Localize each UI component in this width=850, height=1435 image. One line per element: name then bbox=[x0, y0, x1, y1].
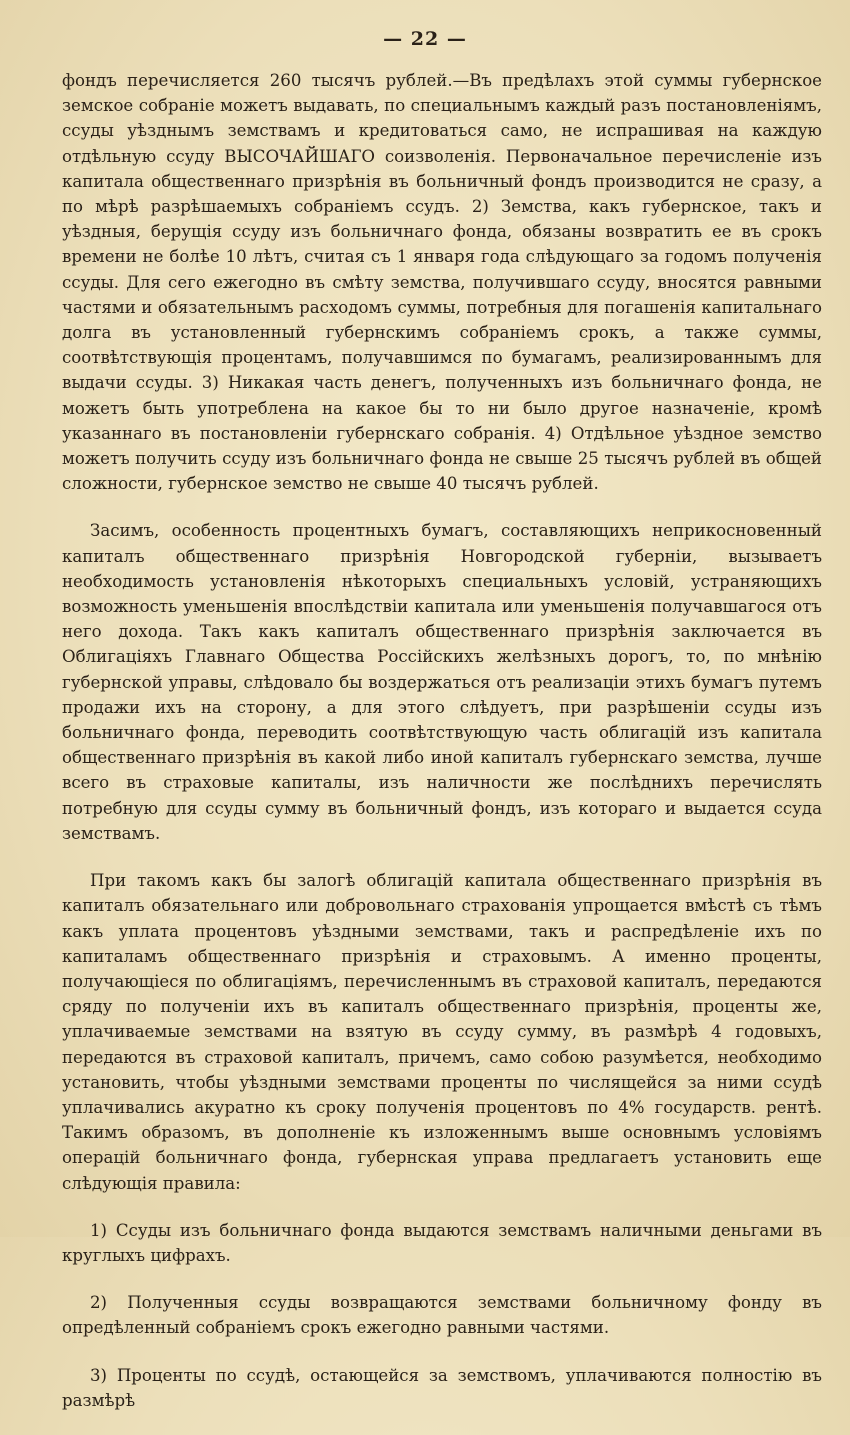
page-number: — 22 — bbox=[383, 28, 467, 50]
rule-item: 1) Ссуды изъ больничнаго фонда выдаются земствамъ наличными деньгами въ круглыхъ цифрахъ. bbox=[62, 1220, 822, 1265]
paragraph: При такомъ какъ бы залогѣ облигацій капитала общественнаго призрѣнія въ капиталъ обязательнаго или добровольнаго страхованія упрощается вмѣстѣ съ тѣмъ какъ уплата процентовъ уѣздными земствами, такъ и распредѣленіе ихъ по капиталамъ общественнаго призрѣнія и страховымъ. А именно проценты, получающіеся по облигаціямъ, перечисленнымъ въ страховой капиталъ, передаются сряду по полученіи ихъ въ капиталъ общественнаго призрѣнія, проценты же, уплачиваемые земствами на взятую въ ссуду сумму, въ размѣрѣ 4 годовыхъ, передаются въ страховой капиталъ, причемъ, само собою разумѣется, необходимо установить, чтобы уѣздными земствами проценты по числящейся за ними ссудѣ уплачивались акуратно къ сроку полученія процентовъ по 4% государств. рентѣ. Такимъ образомъ, въ дополненіе къ изложеннымъ выше основнымъ условіямъ операцій больничнаго фонда, губернская управа предлагаетъ установить еще слѣдующія правила: bbox=[62, 871, 822, 1193]
rule-item: 2) Полученныя ссуды возвращаются земствами больничному фонду въ опредѣленный собраніемъ срокъ ежегодно равными частями. bbox=[62, 1293, 822, 1338]
rule-item: 3) Проценты по ссудѣ, остающейся за земствомъ, уплачиваются полностію въ размѣрѣ bbox=[62, 1365, 822, 1410]
body-text bbox=[62, 68, 822, 1435]
paragraph: Засимъ, особенность процентныхъ бумагъ, составляющихъ неприкосновенный капиталъ общественнаго призрѣнія Новгородской губерніи, вызываетъ необходимость установленія нѣкоторыхъ специальныхъ условій, устраняющихъ возможность уменьшенія впослѣдствіи капитала или уменьшенія получавшагося отъ него дохода. Такъ какъ капиталъ общественнаго призрѣнія заключается въ Облигаціяхъ Главнаго Общества Россійскихъ желѣзныхъ дорогъ, то, по мнѣнію губернской управы, слѣдовало бы воздержаться отъ реализаціи этихъ бумагъ путемъ продажи ихъ на сторону, а для этого слѣдуетъ, при разрѣшеніи ссуды изъ больничнаго фонда, переводить соотвѣтствующую часть облигацій изъ капитала общественнаго призрѣнія въ какой либо иной капиталъ губернскаго земства, лучше всего въ страховые капиталы, изъ наличности же послѣднихъ перечислять потребную для ссуды сумму въ больничный фондъ, изъ котораго и выдается ссуда земствамъ. bbox=[62, 521, 822, 843]
paragraph-continuation: фондъ перечисляется 260 тысячъ рублей.—Въ предѣлахъ этой суммы губернское земское собраніе можетъ выдавать, по специальнымъ каждый разъ постановленіямъ, ссуды уѣзднымъ земствамъ и кредитоваться само, не испрашивая на каждую отдѣльную ссуду ВЫСОЧАЙШАГО соизволенія. Первоначальное перечисленіе изъ капитала общественнаго призрѣнія въ больничный фондъ производится не сразу, а по мѣрѣ разрѣшаемыхъ собраніемъ ссудъ. 2) Земства, какъ губернское, такъ и уѣздныя, берущія ссуду изъ больничнаго фонда, обязаны возвратить ее въ срокъ времени не болѣе 10 лѣтъ, считая съ 1 января года слѣдующаго за годомъ полученія ссуды. Для сего ежегодно въ смѣту земства, получившаго ссуду, вносятся равными частями и обязательнымъ расходомъ суммы, потребныя для погашенія капитальнаго долга въ установленный губернскимъ собраніемъ срокъ, а также суммы, соотвѣтствующія процентамъ, получавшимся по бумагамъ, реализированнымъ для выдачи ссуды. 3) Никакая часть денегъ, полученныхъ изъ больничнаго фонда, не можетъ быть употреблена на какое бы то ни было другое назначеніе, кромѣ указаннаго въ постановленіи губернскаго собранія. 4) Отдѣльное уѣздное земство можетъ получить ссуду изъ больничнаго фонда не свыше 25 тысячъ рублей въ общей сложности, губернское земство не свыше 40 тысячъ рублей. bbox=[62, 71, 822, 494]
